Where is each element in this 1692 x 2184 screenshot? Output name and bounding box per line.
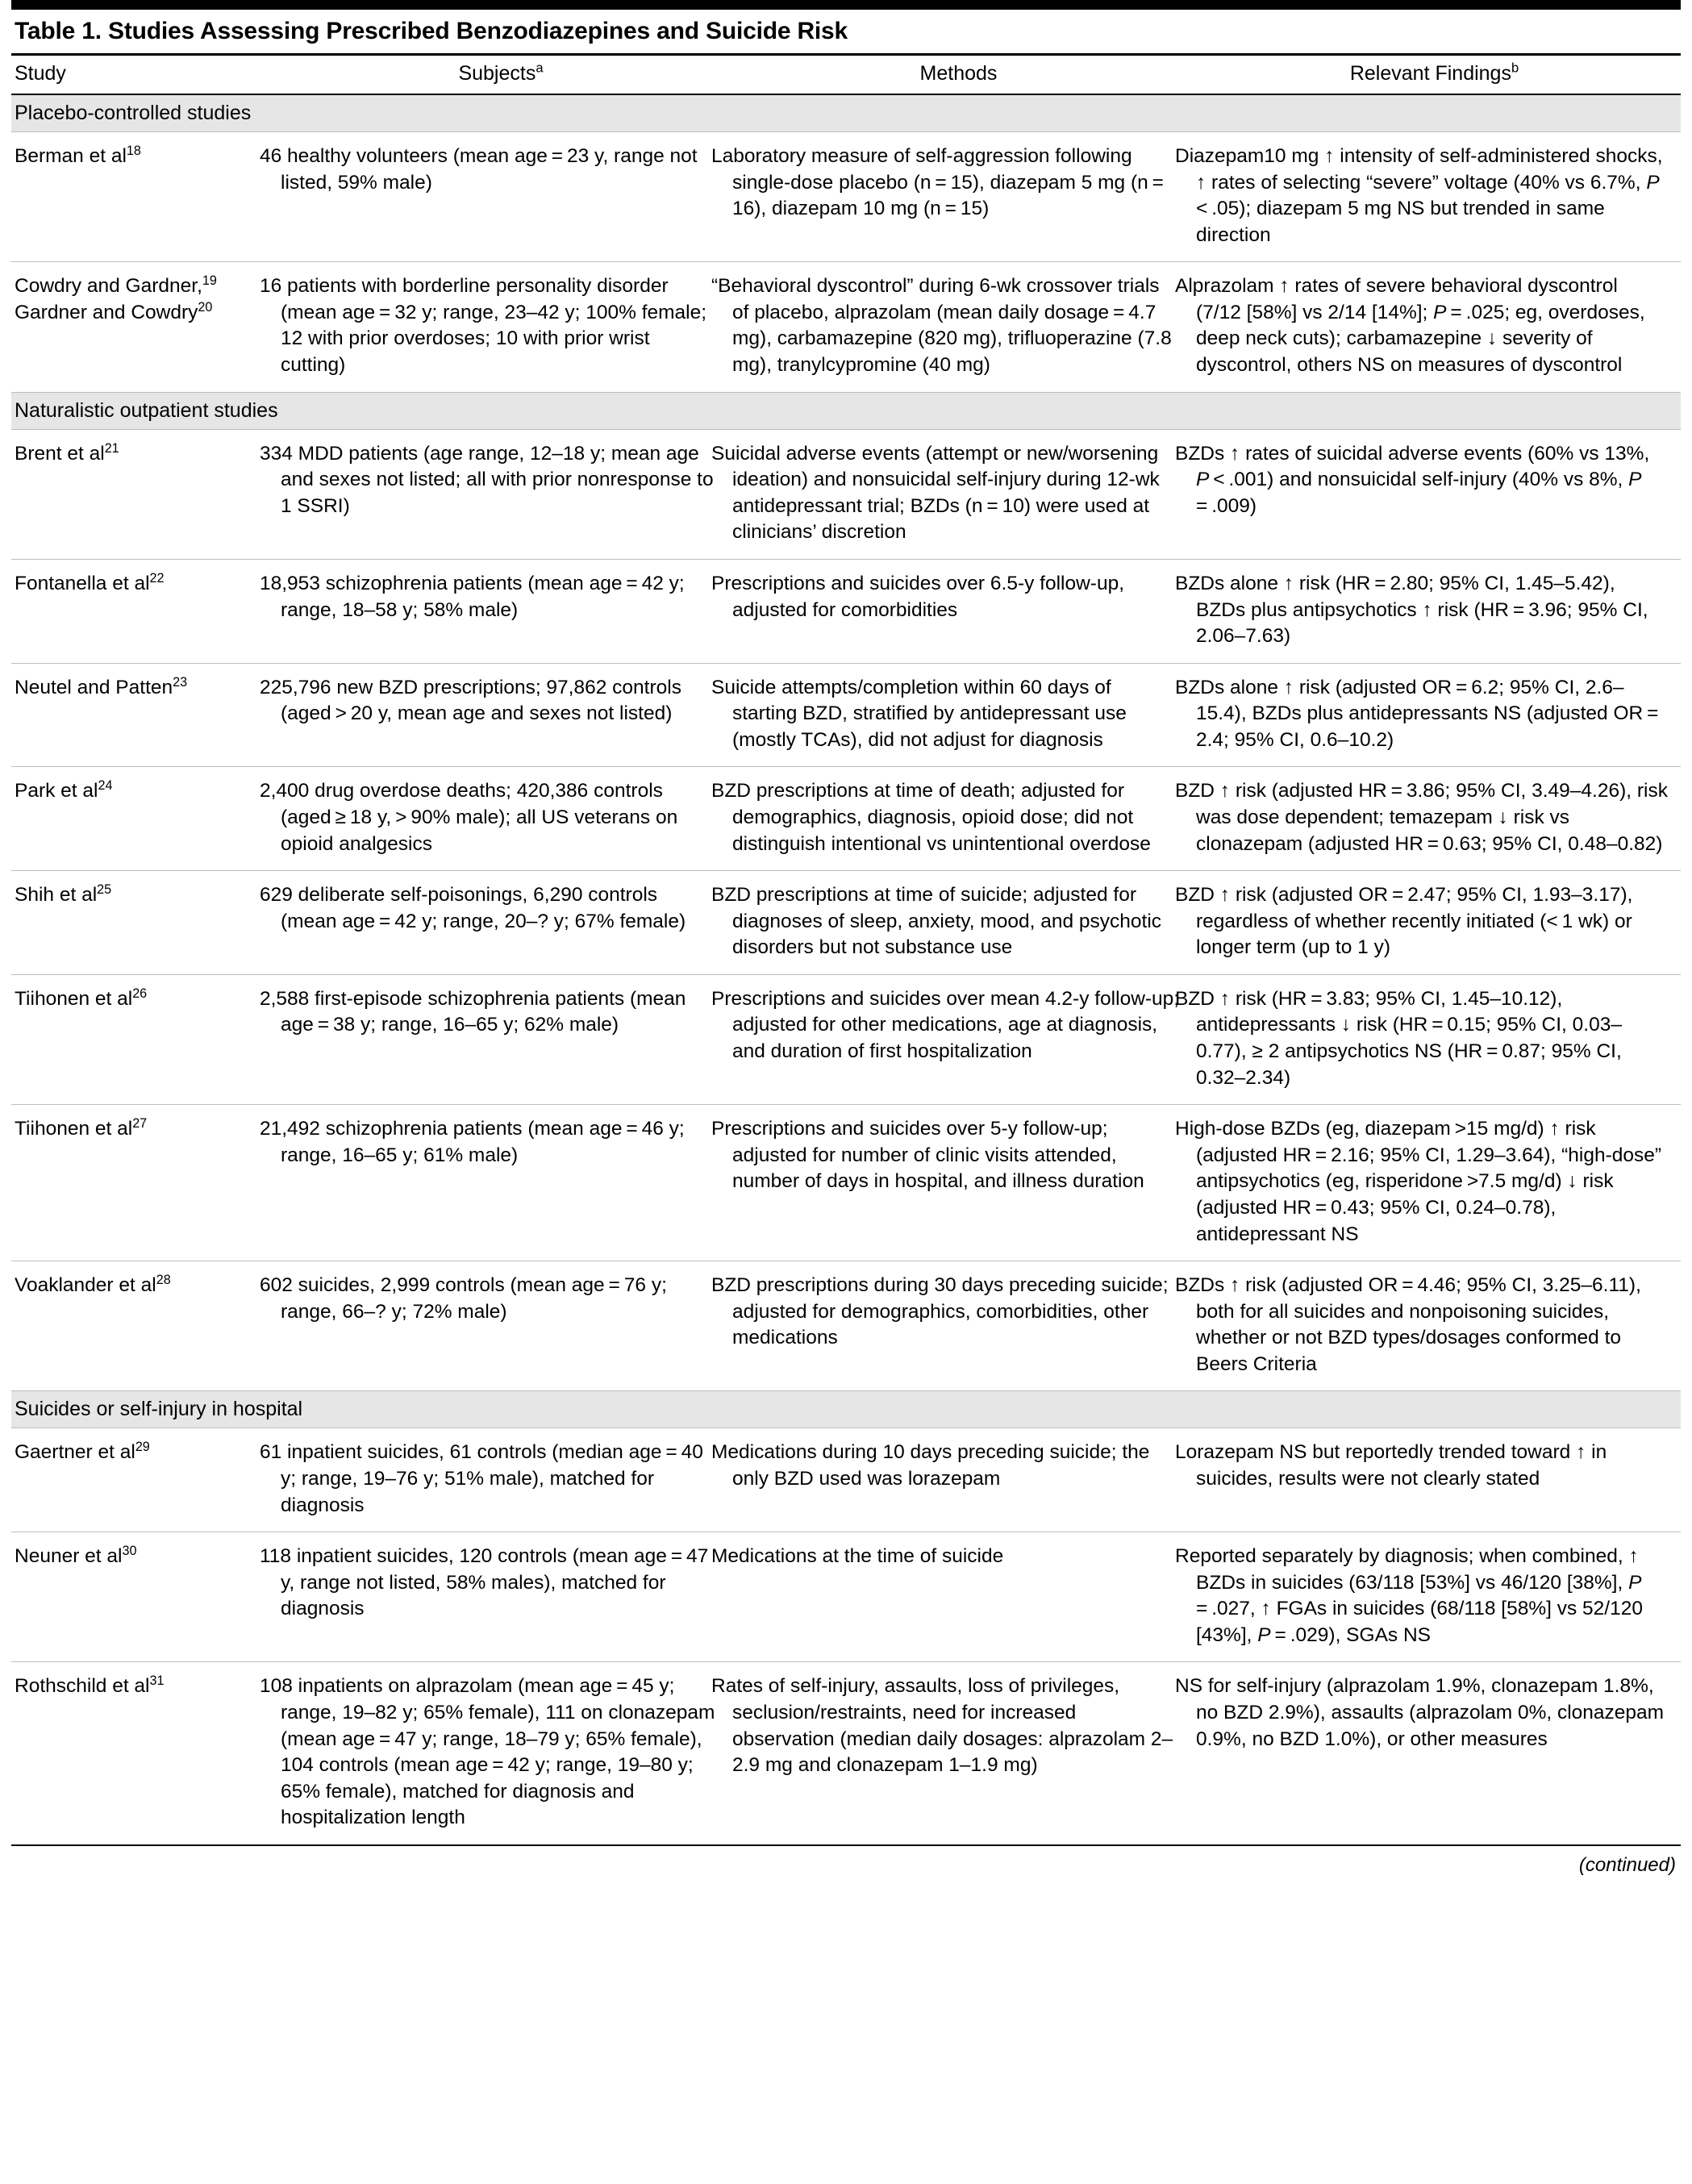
methods-cell: Medications during 10 days preceding suicide; the only BZD used was lorazepam <box>729 1428 1193 1532</box>
study-name-cell: Fontanella et $al^{22}$ <box>11 559 277 663</box>
reference-superscript: 24 <box>98 778 113 794</box>
table-row <box>11 1532 1681 1662</box>
study-name-cell: Rothschild et $al^{31}$ <box>11 1662 277 1844</box>
header-row <box>11 56 1681 94</box>
methods-cell: Laboratory measure of self-aggression following single-dose placebo (n = 15), diazepam 5 mg (n = 16), diazepam 10 mg (n = 15) <box>729 132 1193 262</box>
reference-superscript: 18 <box>126 143 141 158</box>
reference-superscript: 22 <box>149 570 165 586</box>
subjects-cell: 2,400 drug overdose deaths; 420,386 controls (aged ≥ 18 y, > 90% male); all US veterans on opioid analgesics <box>277 767 729 871</box>
table-row <box>11 1105 1681 1261</box>
top-rule <box>11 0 1681 10</box>
methods-cell: Suicide attempts/completion within 60 days of starting BZD, stratified by antidepressant use (mostly TCAs), did not adjust for diagnosis <box>729 663 1193 767</box>
column-header-findings-label: Relevant Findings <box>1349 62 1511 85</box>
reference-superscript: 26 <box>132 986 148 1001</box>
column-header-findings <box>1193 56 1681 94</box>
reference-superscript: 27 <box>132 1116 148 1132</box>
methods-cell: Prescriptions and suicides over 5-y follow-up; adjusted for number of clinic visits attended, number of days in hospital, and illness duration <box>729 1105 1193 1261</box>
table-row <box>11 1662 1681 1844</box>
table-row <box>11 663 1681 767</box>
findings-cell: BZDs ↑ rates of suicidal adverse events (60% vs 13%, P < .001) and nonsuicidal self-injury (40% vs 8%, P = .009) <box>1193 429 1681 559</box>
study-name-cell: Tiihonen et $al^{27}$ <box>11 1105 277 1261</box>
study-name-cell: Berman et $al^{18}$ <box>11 132 277 262</box>
column-header-study: Study <box>11 56 277 94</box>
findings-cell: Alprazolam ↑ rates of severe behavioral dyscontrol (7/12 [58%] vs 2/14 [14%]; P = .025; eg, overdoses, deep neck cuts); carbamazepine ↓ severity of dyscontrol, others NS on measures of dyscontrol <box>1193 262 1681 392</box>
findings-cell: BZD ↑ risk (HR = 3.83; 95% CI, 1.45–10.12), antidepressants ↓ risk (HR = 0.15; 95% CI, 0.03–0.77), ≥ 2 antipsychotics NS (HR = 0.87; 95% CI, 0.32–2.34) <box>1193 974 1681 1104</box>
subjects-cell: 334 MDD patients (age range, 12–18 y; mean age and sexes not listed; all with prior nonresponse to 1 SSRI) <box>277 429 729 559</box>
subjects-cell: 225,796 new BZD prescriptions; 97,862 controls (aged > 20 y, mean age and sexes not listed) <box>277 663 729 767</box>
reference-superscript: 31 <box>149 1673 165 1689</box>
reference-superscript: 23 <box>173 674 188 690</box>
findings-cell: BZD ↑ risk (adjusted HR = 3.86; 95% CI, 3.49–4.26), risk was dose dependent; temazepam ↓ risk vs clonazepam (adjusted HR = 0.63; 95% CI, 0.48–0.82) <box>1193 767 1681 871</box>
studies-table <box>11 56 1681 1845</box>
findings-cell: Reported separately by diagnosis; when combined, ↑ BZDs in suicides (63/118 [53%] vs 46/120 [38%], P = .027, ↑ FGAs in suicides (68/118 [58%] vs 52/120 [43%], P = .029), SGAs NS <box>1193 1532 1681 1662</box>
section-header-row <box>11 94 1681 132</box>
table-body <box>11 94 1681 1844</box>
study-name-cell: Gaertner et $al^{29}$ <box>11 1428 277 1532</box>
subjects-cell: 2,588 first-episode schizophrenia patients (mean age = 38 y; range, 16–65 y; 62% male) <box>277 974 729 1104</box>
table-row <box>11 559 1681 663</box>
study-name-cell: Neutel and Patten$^{23}$ <box>11 663 277 767</box>
reference-superscript: 21 <box>104 440 119 456</box>
methods-cell: Prescriptions and suicides over mean 4.2-y follow-up; adjusted for other medications, age at diagnosis, and duration of first hospitalization <box>729 974 1193 1104</box>
study-name-cell: Park et $al^{24}$ <box>11 767 277 871</box>
subjects-cell: 16 patients with borderline personality disorder (mean age = 32 y; range, 23–42 y; 100% female; 12 with prior overdoses; 10 with prior wrist cutting) <box>277 262 729 392</box>
column-header-subjects <box>277 56 729 94</box>
methods-cell: Prescriptions and suicides over 6.5-y follow-up, adjusted for comorbidities <box>729 559 1193 663</box>
subjects-cell: 61 inpatient suicides, 61 controls (median age = 40 y; range, 19–76 y; 51% male), matched for diagnosis <box>277 1428 729 1532</box>
reference-superscript: 28 <box>156 1272 171 1287</box>
subjects-cell: 18,953 schizophrenia patients (mean age = 42 y; range, 18–58 y; 58% male) <box>277 559 729 663</box>
table-row <box>11 974 1681 1104</box>
methods-cell: Suicidal adverse events (attempt or new/worsening ideation) and nonsuicidal self-injury during 12-wk antidepressant trial; BZDs (n = 10) were used at clinicians’ discretion <box>729 429 1193 559</box>
column-header-methods: Methods <box>729 56 1193 94</box>
table-row <box>11 1261 1681 1391</box>
table-row <box>11 262 1681 392</box>
section-header-row <box>11 1391 1681 1428</box>
section-label: Suicides or self-injury in hospital <box>11 1391 1681 1428</box>
study-name-cell: Neuner et $al^{30}$ <box>11 1532 277 1662</box>
section-label: Naturalistic outpatient studies <box>11 392 1681 429</box>
findings-cell: BZD ↑ risk (adjusted OR = 2.47; 95% CI, 1.93–3.17), regardless of whether recently initiated (< 1 wk) or longer term (up to 1 y) <box>1193 871 1681 975</box>
column-header-subjects-label: Subjects <box>458 62 536 85</box>
table-row <box>11 132 1681 262</box>
findings-cell: NS for self-injury (alprazolam 1.9%, clonazepam 1.8%, no BZD 2.9%), assaults (alprazolam 0%, clonazepam 0.9%, no BZD 1.0%), or other measures <box>1193 1662 1681 1844</box>
methods-cell: Medications at the time of suicide <box>729 1532 1193 1662</box>
methods-cell: “Behavioral dyscontrol” during 6-wk crossover trials of placebo, alprazolam (mean daily dosage = 4.7 mg), carbamazepine (820 mg), trifluoperazine (7.8 mg), tranylcypromine (40 mg) <box>729 262 1193 392</box>
findings-cell: Diazepam10 mg ↑ intensity of self-administered shocks, ↑ rates of selecting “severe” voltage (40% vs 6.7%, P < .05); diazepam 5 mg NS but trended in same direction <box>1193 132 1681 262</box>
findings-cell: BZDs alone ↑ risk (HR = 2.80; 95% CI, 1.45–5.42), BZDs plus antipsychotics ↑ risk (HR = 3.96; 95% CI, 2.06–7.63) <box>1193 559 1681 663</box>
reference-superscript: 20 <box>198 299 213 315</box>
table-head <box>11 56 1681 94</box>
subjects-cell: 46 healthy volunteers (mean age = 23 y, range not listed, 59% male) <box>277 132 729 262</box>
subjects-cell: 118 inpatient suicides, 120 controls (mean age = 47 y, range not listed, 58% males), matched for diagnosis <box>277 1532 729 1662</box>
subjects-cell: 108 inpatients on alprazolam (mean age = 45 y; range, 19–82 y; 65% female), 111 on clonazepam (mean age = 47 y; range, 18–79 y; 65% female), 104 controls (mean age = 42 y; range, 19–80 y; 65% female), matched for diagnosis and hospitalization length <box>277 1662 729 1844</box>
study-name-cell: Brent et $al^{21}$ <box>11 429 277 559</box>
page-title: Table 1. Studies Assessing Prescribed Benzodiazepines and Suicide Risk <box>11 10 1681 56</box>
subjects-cell: 21,492 schizophrenia patients (mean age = 46 y; range, 16–65 y; 61% male) <box>277 1105 729 1261</box>
continued-note: (continued) <box>11 1844 1681 1877</box>
table-row <box>11 1428 1681 1532</box>
study-name-cell: Shih et $al^{25}$ <box>11 871 277 975</box>
reference-superscript: 19 <box>202 273 217 289</box>
footnote-marker-a: a <box>536 60 544 76</box>
findings-cell: Lorazepam NS but reportedly trended toward ↑ in suicides, results were not clearly stated <box>1193 1428 1681 1532</box>
subjects-cell: 629 deliberate self-poisonings, 6,290 controls (mean age = 42 y; range, 20–? y; 67% female) <box>277 871 729 975</box>
reference-superscript: 25 <box>97 882 112 897</box>
methods-cell: BZD prescriptions at time of death; adjusted for demographics, diagnosis, opioid dose; did not distinguish intentional vs unintentional overdose <box>729 767 1193 871</box>
reference-superscript: 29 <box>135 1440 150 1455</box>
findings-cell: BZDs alone ↑ risk (adjusted OR = 6.2; 95% CI, 2.6–15.4), BZDs plus antidepressants NS (adjusted OR = 2.4; 95% CI, 0.6–10.2) <box>1193 663 1681 767</box>
study-name-cell: Voaklander et $al^{28}$ <box>11 1261 277 1391</box>
findings-cell: BZDs ↑ risk (adjusted OR = 4.46; 95% CI, 3.25–6.11), both for all suicides and nonpoisoning suicides, whether or not BZD types/dosages conformed to Beers Criteria <box>1193 1261 1681 1391</box>
section-label: Placebo-controlled studies <box>11 94 1681 132</box>
reference-superscript: 30 <box>122 1543 137 1558</box>
table-row <box>11 871 1681 975</box>
study-name-cell: Cowdry and Gardner,$^{19}$ Gardner and Cowdry$^{20}$ <box>11 262 277 392</box>
footnote-marker-b: b <box>1511 60 1519 76</box>
methods-cell: BZD prescriptions at time of suicide; adjusted for diagnoses of sleep, anxiety, mood, and psychotic disorders but not substance use <box>729 871 1193 975</box>
methods-cell: Rates of self-injury, assaults, loss of privileges, seclusion/restraints, need for increased observation (median daily dosages: alprazolam 2–2.9 mg and clonazepam 1–1.9 mg) <box>729 1662 1193 1844</box>
study-name-cell: Tiihonen et $al^{26}$ <box>11 974 277 1104</box>
table-row <box>11 429 1681 559</box>
table-row <box>11 767 1681 871</box>
methods-cell: BZD prescriptions during 30 days preceding suicide; adjusted for demographics, comorbidities, other medications <box>729 1261 1193 1391</box>
findings-cell: High-dose BZDs (eg, diazepam >15 mg/d) ↑ risk (adjusted HR = 2.16; 95% CI, 1.29–3.64), “high-dose” antipsychotics (eg, risperidone >7.5 mg/d) ↓ risk (adjusted HR = 0.43; 95% CI, 0.24–0.78), antidepressant NS <box>1193 1105 1681 1261</box>
subjects-cell: 602 suicides, 2,999 controls (mean age = 76 y; range, 66–? y; 72% male) <box>277 1261 729 1391</box>
section-header-row <box>11 392 1681 429</box>
